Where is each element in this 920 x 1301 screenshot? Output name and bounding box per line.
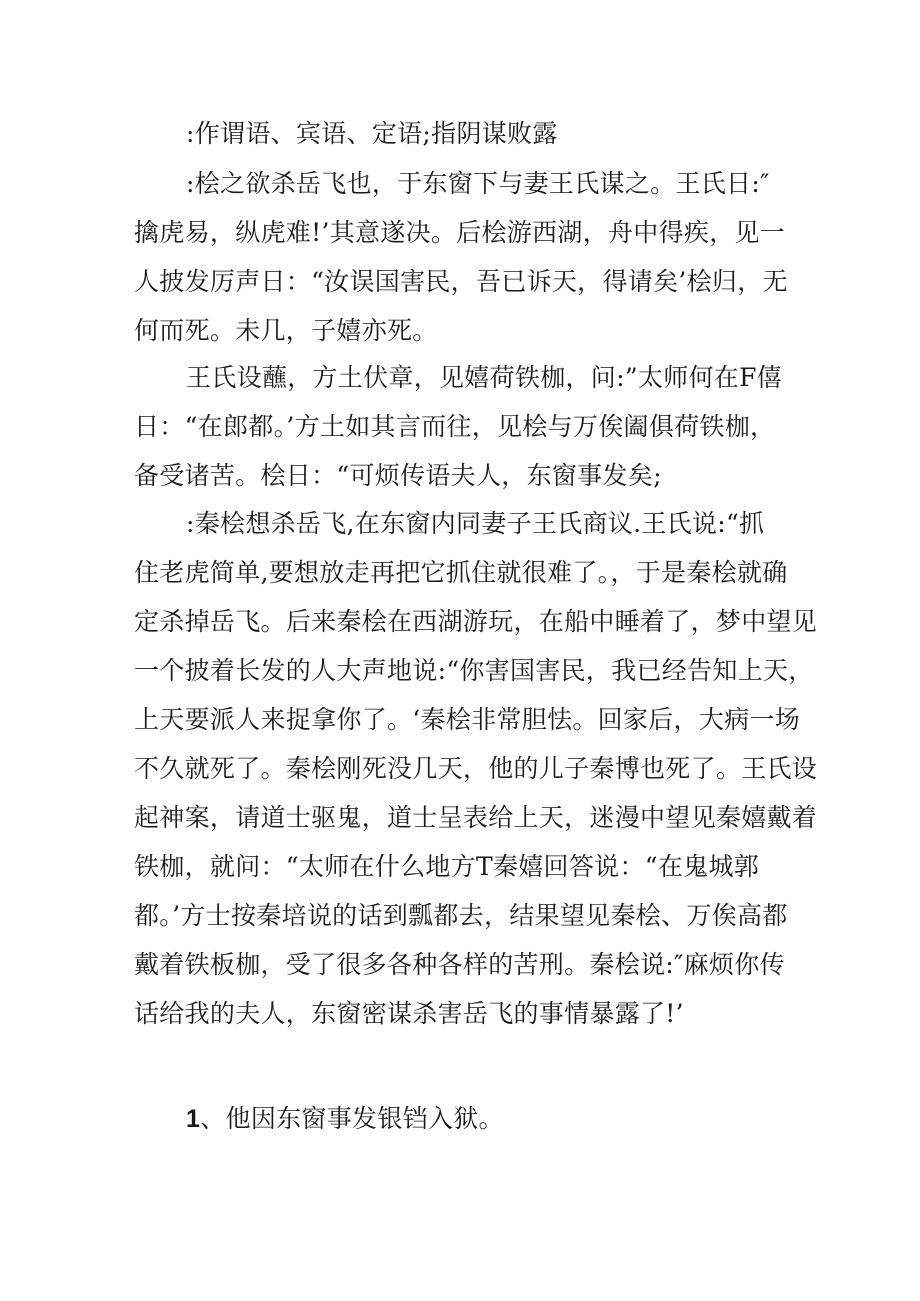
source-text-line: 擒虎易，纵虎难!’其意遂决。后桧游西湖，舟中得疾，见一 <box>134 218 786 247</box>
translation-line: 戴着铁板枷，受了很多各种各样的苦刑。秦桧说:″麻烦你传 <box>134 950 785 979</box>
source-text-line: 备受诸苦。桧日：“可烦传语夫人，东窗事发矣; <box>134 461 662 490</box>
source-text-line: 日：“在郎都。’方土如其言而往，见桧与万俟阖俱荷铁枷， <box>134 412 776 441</box>
translation-line: :秦桧想杀岳飞,在东窗内同妻子王氏商议.王氏说:“抓 <box>186 509 765 538</box>
translation-line: 不久就死了。秦桧刚死没几天，他的儿子秦博也死了。王氏设 <box>134 754 818 783</box>
source-text-line: 人披发厉声日：“汝误国害民，吾已诉天，得请矣’桧归，无 <box>134 267 788 296</box>
translation-line: 定杀掉岳飞。后来秦桧在西湖游玩，在船中睡着了，梦中望见 <box>134 607 818 636</box>
translation-line: 住老虎简单,要想放走再把它抓住就很难了。，于是秦桧就确 <box>134 558 788 587</box>
translation-line: 一个披着长发的人大声地说:“你害国害民，我已经告知上天， <box>134 656 814 685</box>
translation-line: 话给我的夫人，东窗密谋杀害岳飞的事情暴露了!’ <box>134 999 684 1028</box>
example-number: 1 <box>186 1105 201 1133</box>
translation-line: 上天要派人来捉拿你了。‘秦桧非常胆怯。回家后，大病一场 <box>134 705 801 734</box>
source-text-line: :桧之欲杀岳飞也，于东窗下与妻王氏谋之。王氏日:″ <box>186 169 770 198</box>
translation-line: 铁枷，就问：“太师在什么地方T秦嬉回答说：“在鬼城郭 <box>134 852 760 881</box>
translation-line: 都。’方士按秦培说的话到瓢都去，结果望见秦桧、万俟高都 <box>134 901 788 930</box>
source-text-line: 何而死。未几，子嬉亦死。 <box>134 316 438 345</box>
example-item <box>186 1101 796 1137</box>
definition-line: :作谓语、宾语、定语;指阴谋败露 <box>186 119 558 148</box>
source-text-line: 王氏设蘸，方土伏章，见嬉荷铁枷，问:”太师何在F僖 <box>186 363 783 392</box>
translation-line: 起神案，请道士驱鬼，道士呈表给上天，迷漫中望见秦嬉戴着 <box>134 803 818 832</box>
example-text: 、他因东窗事发银铛入狱。 <box>200 1104 504 1133</box>
